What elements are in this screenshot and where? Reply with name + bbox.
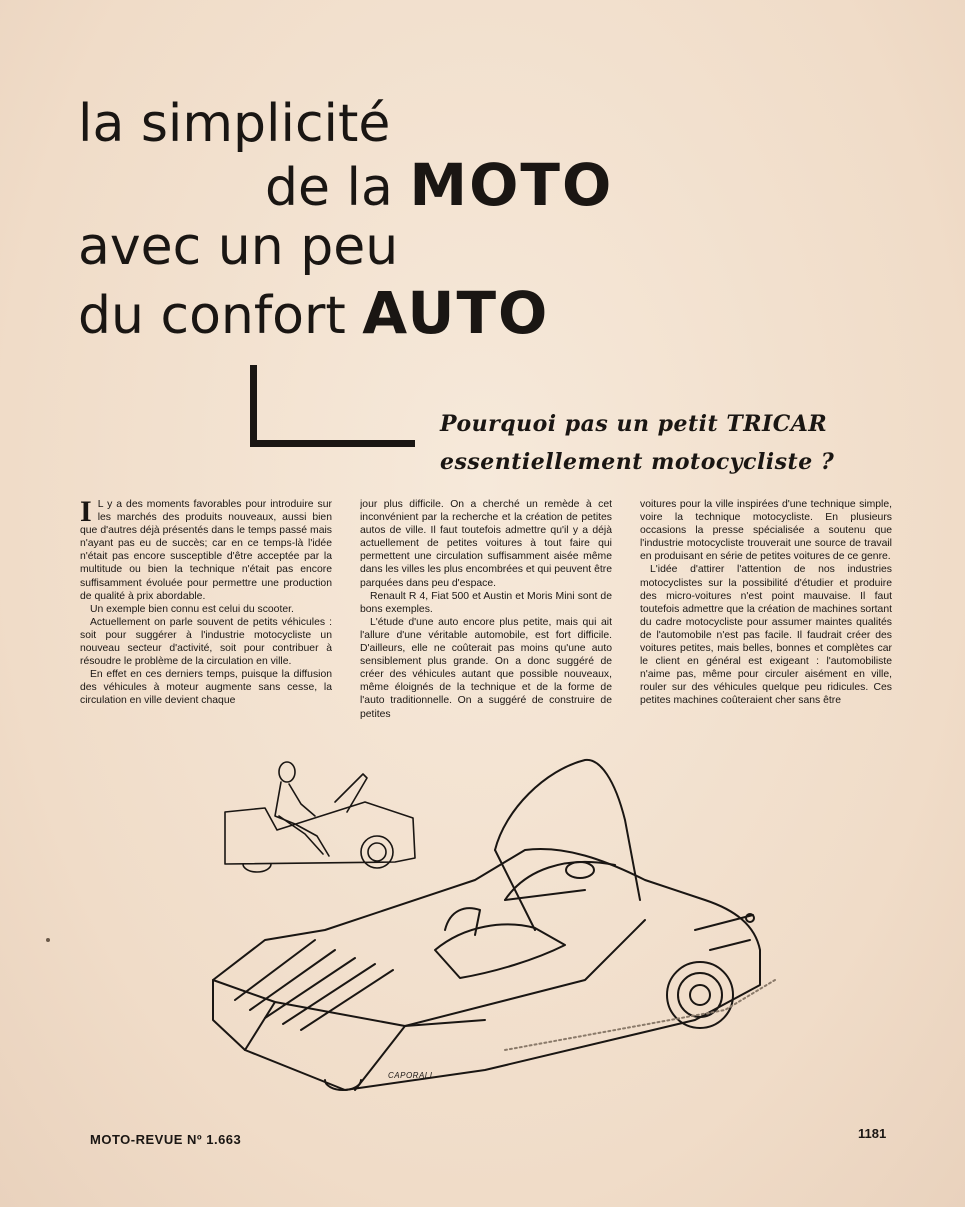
tricar-side-view-sketch — [225, 762, 415, 872]
headline-line-4 — [78, 279, 550, 347]
footer-magazine-issue: MOTO-REVUE Nº 1.663 — [90, 1132, 242, 1147]
subtitle-line-1: Pourquoi pas un petit TRICAR — [440, 411, 828, 437]
headline-line-2 — [265, 151, 614, 219]
article-column-3 — [640, 498, 892, 723]
article-paragraph: En effet en ces derniers temps, puisque la diffusion des véhicules à moteur augmente sans cesse, la circulation en ville devient chaque — [80, 669, 332, 707]
article-paragraph: I L y a des moments favorables pour introduire sur les marchés des produits nouveaux, aussi bien que d'autres déjà présentés dans le temps passé mais n'ayant pas eu de succès; car en ce temps-là l'idée n'était pas encore susceptible d'être acceptée par la multitude ou bien la technique n'était pas encore suffisamment évoluée pour permettre une production de qualité à prix abordable. — [80, 498, 332, 602]
illustrator-signature: CAPORALI — [388, 1071, 433, 1080]
headline-auto: AUTO — [362, 279, 550, 347]
article-paragraph: L'idée d'attirer l'attention de nos industries motocyclistes sur la possibilité d'étudier et produire des micro-voitures n'est point mauvaise. Il faut toutefois admettre que la création de machines sortant du cadre motocycliste pour assumer maintes qualités de l'automobile n'est pas facile. Il faudrait créer des voitures petites, mais belles, bonnes et complètes car le client en général est exigeant : l'automobiliste n'aime pas, même pour circuler aisément en ville, rouler sur des véhicules quelque peu ridicules. Ces petites machines coûteraient cher sans être — [640, 564, 892, 707]
footer-page-number: 1181 — [858, 1126, 887, 1141]
article-paragraph: jour plus difficile. On a cherché un remède à cet inconvénient par la recherche et la création de petites autos de ville. Il faut toutefois admettre qu'il y a déjà actuellement de petites voitures à tout faire qui permettent une circulation suffisamment aisée même dans les villes les plus encombrées et qui peuvent être parquées dans peu d'espace. — [360, 499, 612, 589]
subtitle — [440, 405, 900, 481]
subtitle-line-2: essentiellement motocycliste ? — [440, 449, 835, 475]
decorative-bracket-vertical — [250, 365, 257, 447]
article-column-2 — [360, 498, 612, 723]
tricar-main-view — [213, 760, 775, 1090]
headline-line-1: la simplicité — [78, 94, 391, 154]
page-edge-mark — [46, 938, 50, 942]
article-paragraph: voitures pour la ville inspirées d'une technique simple, voire la technique motocycliste. En plusieurs occasions la presse spécialisée a soutenu que l'industrie motocycliste trouverait une source de travail en produisant en série de petites voitures de ce genre. — [640, 499, 892, 563]
article-paragraph: Actuellement on parle souvent de petits véhicules : soit pour suggérer à l'industrie motocycliste un nouveau secteur d'activité, soit pour contribuer à résoudre le problème de la circulation en ville. — [80, 616, 332, 668]
headline-line-2-prefix: de la — [265, 158, 393, 218]
tricar-illustration — [205, 750, 785, 1100]
article-column-1 — [80, 498, 332, 723]
article-paragraph: Un exemple bien connu est celui du scooter. — [90, 603, 294, 615]
headline-line-3: avec un peu — [78, 217, 399, 277]
article-body — [80, 498, 892, 723]
article-paragraph: L'étude d'une auto encore plus petite, mais qui ait l'allure d'une véritable automobile, est fort difficile. D'ailleurs, elle ne coûterait pas moins qu'une auto sensiblement plus grande. On a donc suggéré de créer des véhicules autant que possible nouveaux, même éloignés de la technique et de la forme de l'auto traditionnelle. On a suggéré de construire de petites — [360, 616, 612, 720]
decorative-bracket-horizontal — [250, 440, 415, 447]
headline-line-4-prefix: du confort — [78, 286, 346, 346]
article-paragraph: Renault R 4, Fiat 500 et Austin et Moris Mini sont de bons exemples. — [360, 590, 612, 615]
drop-cap: I — [80, 498, 92, 528]
headline-moto: MOTO — [409, 151, 614, 219]
